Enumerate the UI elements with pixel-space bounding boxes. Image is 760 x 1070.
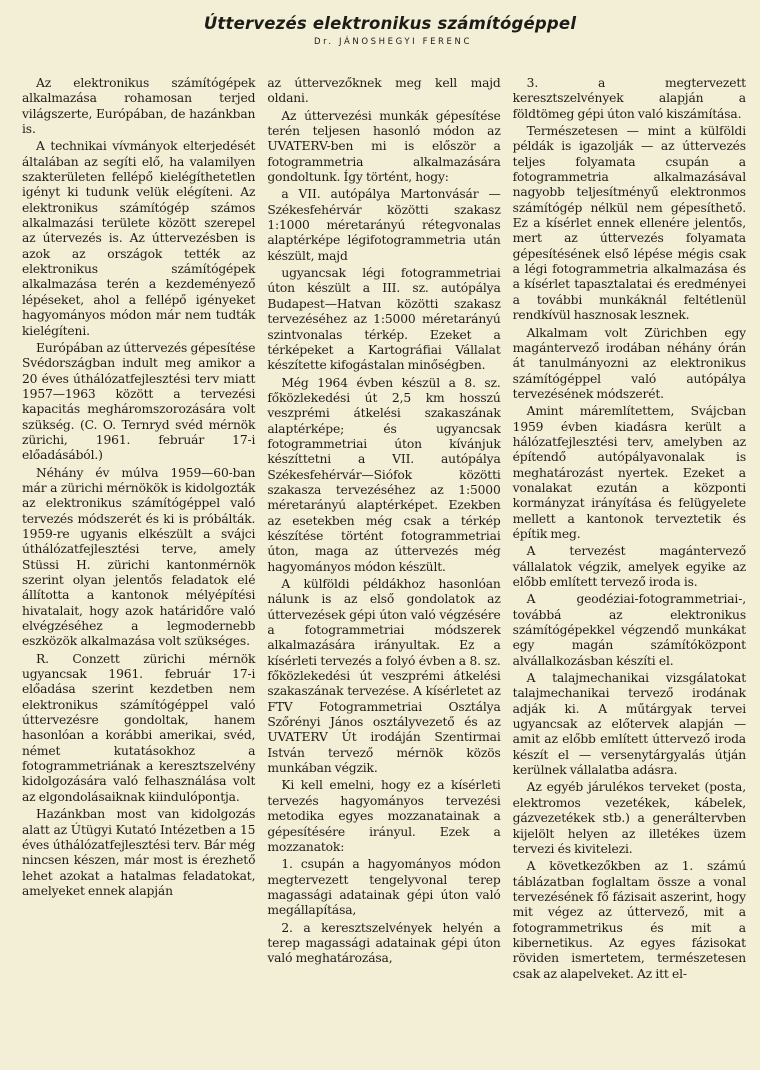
paragraph: Alkalmam volt Zürichben egy magántervező irodában néhány órán át tanulmányozni az elektronikus számítógéppel való autópálya tervezésének módszerét. — [512, 325, 746, 401]
paragraph: A következőkben az 1. számú táblázatban foglaltam össze a vonal tervezésének fő fázisait aszerint, hogy mit végez az úttervező, mit a fotogrammetrikus és mit a kibernetikus. Az egyes fázisokat röviden ismertetem, természetesen csak az alapelveket. Az itt el- — [512, 859, 746, 981]
paragraph: A külföldi példákhoz hasonlóan nálunk is az első gondolatok az úttervezések gépi úton való végzésére a fotogrammetriai módszerek alkalmazására irányultak. Ez a kísérleti tervezés a folyó évben a 8. sz. főközlekedési út veszprémi átkelési szakaszának tervezése. A kísérletet az FTV Fotogrammetriai Osztálya Szőrényi János osztályvezető és az UVATERV Út irodáján Szentirmai István tervező mérnök közös munkában végzik. — [267, 577, 501, 776]
paragraph: Amint máremlítettem, Svájcban 1959 évben kiadásra került a hálózatfejlesztési terv, amelyben az építendő autópályavonalak is meghatározást nyertek. Ezeket a vonalakat ezután a központi kormányzat irányítása és felügyelete mellett a kantonok terveztetik és építik meg. — [512, 404, 746, 541]
paragraph: R. Conzett zürichi mérnök ugyancsak 1961. február 17-i előadása szerint kezdetben nem elektronikus számítógéppel való úttervezésre gondoltak, hanem hasonlóan a korábbi amerikai, svéd, német kutatásokhoz a fotogrammetriának a keresztszelvény kidolgozására való felhasználása volt az elgondolásaiknak kiindulópontja. — [22, 651, 256, 804]
list-item: 3. a megtervezett keresztszelvények alapján a földtömeg gépi úton való kiszámítása. — [512, 76, 746, 121]
article-header — [20, 14, 746, 48]
paragraph: A talajmechanikai vizsgálatokat talajmechanikai tervező irodának adják ki. A műtárgyak tervei ugyancsak az előtervek alapján — amit az előbb említett úttervező iroda készít el — versenytárgyalás útján kerülnek vállalatba adásra. — [512, 671, 746, 778]
list-item: a VII. autópálya Martonvásár — Székesfehérvár közötti szakasz 1:1000 méretarányú rétegvonalas alaptérképe légifotogrammetria után készült, majd — [267, 187, 501, 263]
article-body — [22, 76, 746, 984]
paragraph: Az elektronikus számítógépek alkalmazása rohamosan terjed világszerte, Európában, de hazánkban is. — [22, 76, 256, 137]
paragraph: Hazánkban most van kidolgozás alatt az Útügyi Kutató Intézetben a 15 éves úthálózatfejlesztési terv. Bár még nincsen készen, már most is érezhető lehet azokat a hatalmas feladatokat, amelyeket ennek alapján — [22, 807, 256, 898]
paragraph: Ki kell emelni, hogy ez a kísérleti tervezés hagyományos tervezési metodika egyes mozzanatainak a gépesítésére irányul. Ezek a mozzanatok: — [267, 778, 501, 854]
paragraph: Európában az úttervezés gépesítése Svédországban indult meg amikor a 20 éves úthálózatfejlesztési terv miatt 1957—1963 között a tervezési kapacitás megháromszorozására volt szükség. (C. O. Ternryd svéd mérnök zürichi, 1961. február 17-i előadásából.) — [22, 340, 256, 463]
text-column-2 — [267, 76, 500, 984]
text-column-3 — [513, 76, 746, 984]
list-item: 1. csupán a hagyományos módon megtervezett tengelyvonal terep magassági adatainak gépi úton való megállapítása, — [267, 857, 501, 918]
paragraph: Még 1964 évben készül a 8. sz. főközlekedési út 2,5 km hosszú veszprémi átkelési szakaszának alaptérképe; és ugyancsak fotogrammetriai úton kívánjuk készíttetni a VII. autópálya Székesfehérvár—Siófok közötti szakasza tervezéséhez az 1:5000 méretarányú alaptérképet. Ezekben az esetekben még csak a térkép készítése történt fotogrammetriai úton, maga az úttervezés még hagyományos módon készült. — [267, 375, 501, 574]
paragraph: A technikai vívmányok elterjedését általában az segíti elő, ha valamilyen szakterületen fellépő kielégíthetetlen igényt ki tudunk velük elégíteni. Az elektronikus számítógép számos alkalmazási területe között szerepel az útervezés is. Az úttervezésben is azok az országok tették az elektronikus számítógépek alkalmazása terén a kezdeményező lépéseket, ahol a fellépő igényeket hagyományos módon már nem tudták kielégíteni. — [22, 139, 256, 338]
paragraph: Néhány év múlva 1959—60-ban már a zürichi mérnökök is kidolgozták az elektronikus számítógéppel való tervezés módszerét és ki is próbálták. 1959-re ugyanis elkészült a svájci úthálózatfejlesztési terve, amely Stüssi H. zürichi kantonmérnök szerint olyan jelentős feladatok elé állította a kantonok mélyépítési hivatalait, hogy azok határidőre való elvégzéséhez a legmodernebb eszközök alkalmazása volt szükséges. — [22, 465, 256, 649]
paragraph: Az egyéb járulékos terveket (posta, elektromos vezetékek, kábelek, gázvezetékek stb.) a generáltervben kijelölt helyen az illetékes üzem tervezi és kivitelezi. — [512, 780, 746, 856]
text-column-1 — [22, 76, 255, 984]
paragraph: Természetesen — mint a külföldi példák is igazolják — az úttervezés teljes folyamata csupán a fotogrammetria alkalmazásával nagyobb teljesítményű elektronmos számítógép nélkül nem gépesíthető. Ez a kísérlet ennek ellenére jelentős, mert az úttervezés folyamata gépesítésének első lépése mégis csak a légi fotogrammetria alkalmazása és a kísérlet tapasztalatai és eredményei a további munkáknál feltétlenül rendkívül hasznosak lesznek. — [512, 124, 746, 323]
paragraph: Az úttervezési munkák gépesítése terén teljesen hasonló módon az UVATERV-ben mi is először a fotogrammetria alkalmazására gondoltunk. Így történt, hogy: — [267, 108, 501, 185]
paragraph: A geodéziai-fotogrammetriai-, továbbá az elektronikus számítógépekkel végzendő munkákat egy magán számítóközpont alvállalkozásban készíti el. — [512, 592, 746, 668]
paragraph-continued: az úttervezőknek meg kell majd oldani. — [267, 76, 501, 106]
article-author: Dr. JÁNOSHEGYI FERENC — [313, 37, 473, 47]
article-title: Úttervezés elektronikus számítógéppel — [203, 14, 577, 33]
list-item: ugyancsak légi fotogrammetriai úton készült a III. sz. autópálya Budapest—Hatvan közötti szakasz tervezéséhez az 1:5000 méretarányú szintvonalas térkép. Ezeket a térképeket a Kartográfiai Vállalat készítette kifogástalan minőségben. — [267, 266, 501, 373]
list-item: 2. a keresztszelvények helyén a terep magassági adatainak gépi úton való meghatározása, — [267, 920, 501, 966]
paragraph: A tervezést magántervező vállalatok végzik, amelyek egyike az előbb említett tervező iroda is. — [512, 544, 746, 589]
